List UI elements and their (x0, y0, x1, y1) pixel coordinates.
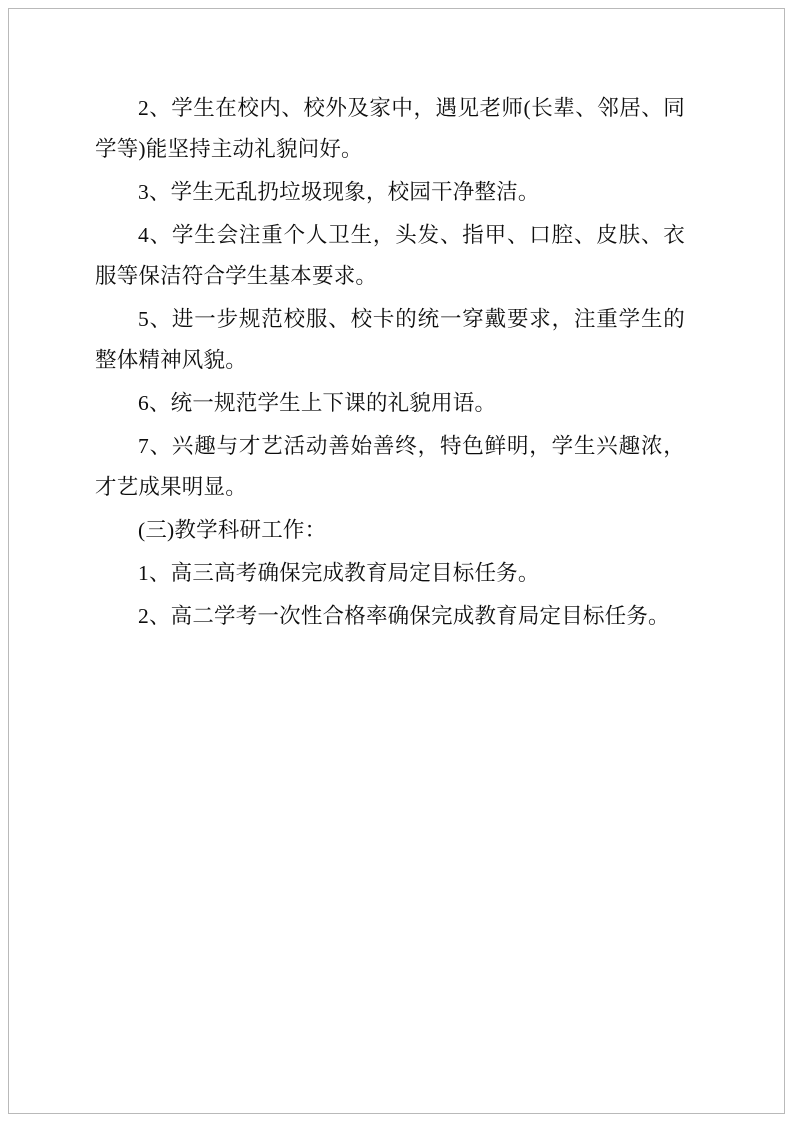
paragraph: 3、学生无乱扔垃圾现象，校园干净整洁。 (138, 180, 540, 204)
paragraph: 2、学生在校内、校外及家中，遇见老师(长辈、邻居、同学等)能坚持主动礼貌问好。 (95, 96, 685, 161)
paragraph: 1、高三高考确保完成教育局定目标任务。 (138, 561, 540, 585)
document-body (95, 88, 685, 639)
paragraph: 4、学生会注重个人卫生，头发、指甲、口腔、皮肤、衣服等保洁符合学生基本要求。 (95, 223, 685, 288)
paragraph: 6、统一规范学生上下课的礼貌用语。 (138, 391, 497, 415)
paragraph: 2、高二学考一次性合格率确保完成教育局定目标任务。 (138, 604, 670, 628)
paragraph: (三)教学科研工作： (138, 518, 327, 542)
paragraph: 5、进一步规范校服、校卡的统一穿戴要求，注重学生的整体精神风貌。 (95, 307, 685, 372)
paragraph: 7、兴趣与才艺活动善始善终，特色鲜明，学生兴趣浓，才艺成果明显。 (95, 434, 685, 499)
